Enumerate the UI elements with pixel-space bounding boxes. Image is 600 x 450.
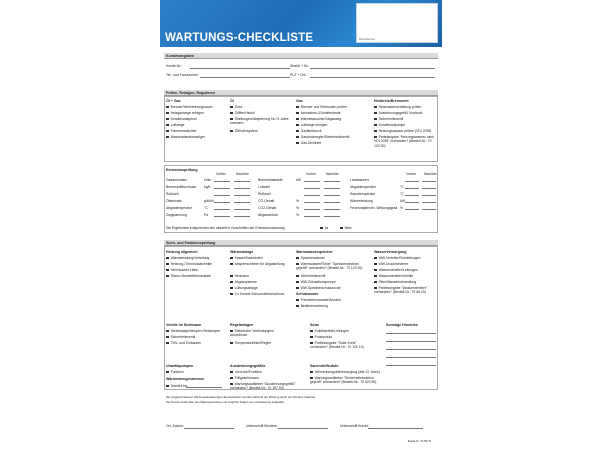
emission-unit: °C: [400, 185, 404, 189]
emission-value-field[interactable]: [214, 202, 230, 203]
customer-name-label: Kunde-Nr.:: [166, 64, 183, 68]
emission-value-field[interactable]: [324, 195, 340, 196]
emission-value-field[interactable]: [422, 188, 436, 189]
emission-value-field[interactable]: [234, 202, 250, 203]
check-item[interactable]: Bedieneinrichtung: [296, 304, 328, 308]
notes-line[interactable]: [386, 333, 436, 334]
check-col1-head: Öl + Gas: [166, 99, 181, 103]
emission-value-field[interactable]: [324, 181, 340, 182]
signature-customer-field[interactable]: [368, 428, 423, 429]
section-visual: [164, 240, 438, 246]
section-check-title: Prüfen, Reinigen, Regulieren: [166, 90, 216, 95]
emission-head-before: Vorher: [216, 172, 226, 176]
emission-head-after: Nachher: [326, 172, 339, 176]
check-item[interactable]: Gasdruckregler/Sicherheitsventil: [296, 135, 349, 139]
customer-street-field[interactable]: [310, 68, 435, 69]
emission-value-field[interactable]: [405, 181, 419, 182]
signature-technician-field[interactable]: [278, 428, 328, 429]
emission-unit: kg/h: [204, 185, 211, 189]
emission-confirm-yes[interactable]: Ja: [320, 226, 328, 230]
section-customer: [164, 53, 438, 59]
emission-value-field[interactable]: [324, 209, 340, 210]
emission-unit: %: [296, 206, 300, 210]
check-item[interactable]: Partiesangabe "Wasserverteiler" vorhanden? (Bestell-Nr.: 70 68 20): [374, 286, 428, 295]
emission-value-field[interactable]: [304, 209, 320, 210]
check-item[interactable]: Flammenwächter: [166, 129, 197, 133]
emission-value-field[interactable]: [304, 188, 320, 189]
emission-value-field[interactable]: [324, 188, 340, 189]
customer-tel-field[interactable]: [200, 77, 290, 78]
emission-value-field[interactable]: [405, 188, 419, 189]
check-item[interactable]: WW-Zirkulationspumpe: [296, 280, 336, 284]
footer-note-2: Der Kunde wurde über den Wartungsumfang und mögliche Folgen von Unterlassung aufgeklärt.: [166, 400, 285, 404]
check-item[interactable]: Raum-/Umweltthermostate: [166, 274, 211, 278]
emission-title: Emissionsprüfung: [166, 168, 198, 172]
emission-value-field[interactable]: [214, 181, 230, 182]
check-item[interactable]: Wasserverteiler/Ventile: [374, 274, 413, 278]
checklist-sheet: [160, 0, 442, 450]
check-item[interactable]: Vordruck/Funktion: [230, 370, 262, 374]
check-item[interactable]: Heizraum: [230, 274, 249, 278]
signature-customer-label: Unterschrift Kunde:: [340, 424, 370, 428]
emission-label: Luftzahl: [258, 185, 270, 189]
check-item[interactable]: Warmwasser/Fühler "Speicherwechsel geprüft" vorhanden? (Bestell-Nr.: 70 120 20): [296, 262, 363, 271]
emission-value-field[interactable]: [422, 181, 436, 182]
check-item[interactable]: Absperrschieber für Abgasleitung: [230, 262, 290, 266]
emission-head-before: Vorher: [406, 172, 416, 176]
emission-label: Rußzahl: [166, 192, 179, 196]
emission-value-field[interactable]: [324, 202, 340, 203]
stamp-label: Firmenstempel: [359, 38, 375, 41]
emission-label: Rußzahl: [258, 192, 271, 196]
check-item[interactable]: Wasserstandsanzeiger: [166, 135, 205, 139]
emission-unit: kW: [296, 178, 301, 182]
check-item[interactable]: Gasfließdruck: [296, 129, 322, 133]
emission-value-field[interactable]: [405, 195, 419, 196]
visual-notes-head: Sonstige Hinweise: [386, 323, 418, 327]
check-item[interactable]: Kessel/Kachelofen: [230, 256, 263, 260]
emission-value-field[interactable]: [304, 202, 320, 203]
check-item[interactable]: Ölfördersystem: [230, 129, 258, 133]
check-item[interactable]: TÜV- und Einbauten: [166, 341, 201, 345]
emission-unit: %: [296, 199, 300, 203]
notes-line[interactable]: [386, 341, 436, 342]
emission-label: Abgasverlust: [258, 213, 278, 217]
signature-technician-label: Unterschrift Monteur:: [246, 424, 278, 428]
emission-label: CO-Gehalt: [258, 199, 275, 203]
check-item[interactable]: Kollektorfeld/Leitungen: [310, 329, 349, 333]
emission-label: Brennerlaststufe: [258, 178, 283, 182]
emission-label: Gasdurchsatz: [166, 178, 187, 182]
visual-plant-head: Wärmeanlage: [230, 250, 254, 254]
visual-watersupply-head: Wasserversorgung: [374, 250, 407, 254]
check-item[interactable]: WW-Speicherschutzanode: [296, 286, 341, 290]
emission-label: Feuerungstechn. Wirkungsgrad: [350, 206, 398, 210]
emission-head-before: Vorher: [306, 172, 316, 176]
check-item[interactable]: Sicherheitsventil: [374, 117, 403, 121]
emission-label: Raumtemperatur: [350, 192, 376, 196]
check-col4-head: Heizkreis/Brennwert: [374, 99, 409, 103]
visual-pumps-head: Umwälzpumpen: [166, 364, 194, 368]
check-item[interactable]: Brenner/Verbrennungsraum: [166, 105, 212, 109]
emission-label: Ölderivate: [166, 199, 182, 203]
emission-label: Abgastemperatur: [166, 206, 193, 210]
emission-value-field[interactable]: [214, 195, 230, 196]
notes-line[interactable]: [386, 357, 436, 358]
check-item[interactable]: Heizwasserverteilung prüfen: [374, 105, 421, 109]
customer-name-field[interactable]: [190, 68, 290, 69]
check-item[interactable]: Ausdehnungsgefäß Vordruck: [374, 111, 422, 115]
emission-value-field[interactable]: [304, 195, 320, 196]
visual-oxygen-head: Sauerstoffzufuhr: [310, 364, 339, 368]
emission-value-field[interactable]: [304, 181, 320, 182]
visual-anode-head: Schutzanode: [296, 292, 319, 296]
notes-line[interactable]: [386, 365, 436, 366]
emission-unit: %: [400, 206, 404, 210]
check-item[interactable]: Ventilanlage/Absperr./Heizkörper: [166, 329, 220, 333]
emission-unit: kW: [400, 199, 405, 203]
check-item[interactable]: Fremdstromanode/Anoden: [296, 298, 341, 302]
visual-solar-head: Solar: [310, 323, 319, 327]
check-item[interactable]: Füllgeschlossen: [230, 376, 259, 380]
check-item[interactable]: Geeicht bis: [166, 384, 188, 388]
emission-unit: g/kWh: [204, 199, 214, 203]
emission-value-field[interactable]: [214, 188, 230, 189]
check-item[interactable]: Parteiangabe "Heizungswasser nach VDI 2035" vorhanden? (Bestell-Nr.: 70 120 90): [374, 135, 435, 148]
emission-label: CO2-Gehalt: [258, 206, 277, 210]
check-item[interactable]: Frostschutz: [310, 335, 332, 339]
check-item[interactable]: Ölleitungen/Absperrung Nr./ 5 Jahre erneuern: [230, 117, 289, 126]
check-item[interactable]: Funktion: [166, 370, 184, 374]
check-item[interactable]: Wartungsaufkleber "Ausdehnungsgefäß" vorhanden? (Bestell-Nr.: 70 197 90): [230, 382, 296, 391]
check-col2-head: Öl: [230, 99, 234, 103]
customer-tel-label: Tel.- und Faxnummer:: [166, 73, 199, 77]
check-item[interactable]: Heizgaswege reinigen: [166, 111, 204, 115]
visual-valves-head: Ventile im Sichtraum: [166, 323, 202, 327]
check-item[interactable]: Kondensatsiphon: [166, 117, 197, 121]
emission-unit: %: [296, 213, 300, 217]
emission-unit: °C: [204, 206, 208, 210]
emission-label: Brennstoffdurchsatz: [166, 185, 197, 189]
visual-controls-head: Regelanlagen: [230, 323, 254, 327]
page-title: WARTUNGS-CHECKLISTE: [165, 32, 314, 44]
emission-label: Wärmeleistung: [350, 199, 373, 203]
check-item[interactable]: Abgassysteme: [230, 280, 257, 284]
section-customer-title: Kundenangaben: [166, 53, 195, 58]
emission-value-field[interactable]: [234, 209, 250, 210]
check-item[interactable]: Gas-Dichtheit: [296, 141, 321, 145]
emission-value-field[interactable]: [234, 181, 250, 182]
emission-value-field[interactable]: [324, 216, 340, 217]
check-item[interactable]: Heizungswasser prüfen (VDI 2035): [374, 129, 431, 133]
customer-street-label: Straße + Nr.:: [290, 64, 310, 68]
check-item[interactable]: Filter/Wasserbehandlung: [374, 280, 416, 284]
check-item[interactable]: Ölfilter/Heizöl: [230, 111, 255, 115]
visual-hotwater-head: Warmwasserspeicher: [296, 250, 333, 254]
check-item[interactable]: 3 x Kessel-Schornsteinanschluss: [230, 292, 284, 296]
check-item[interactable]: Partiesangabe "Solar-Kreis" vorhanden? (Bestell-Nr.: 70 120 10): [310, 341, 364, 350]
check-item[interactable]: Verbraucher-Hahn: [166, 268, 198, 272]
notes-line[interactable]: [386, 349, 436, 350]
visual-expansion-head: Ausdehnungsgefäße: [230, 364, 266, 368]
check-item[interactable]: Ionisations-/Zündelektrode: [296, 111, 341, 115]
check-item[interactable]: Wartungsaufkleber "Sicherheitsfunktion geprüft" vorhanden? (Bestell-Nr.: 70 320 85): [310, 376, 377, 385]
check-item[interactable]: Wärmeleistung/Verteilung: [166, 256, 209, 260]
check-item[interactable]: Wasserverteiler/Leitungen: [374, 268, 418, 272]
emission-unit: °C: [400, 192, 404, 196]
order-number: Bestell-Nr.: 70 068 75: [408, 440, 431, 443]
customer-zip-label: PLZ + Ort:: [290, 73, 306, 77]
check-item[interactable]: Wärmetauscher/Abgasweg: [296, 117, 341, 121]
emission-value-field[interactable]: [422, 195, 436, 196]
check-item[interactable]: Luftwege reinigen: [296, 123, 327, 127]
section-check: [164, 90, 438, 96]
emission-head-after: Nachher: [236, 172, 249, 176]
emission-label: Zugspannung: [166, 213, 187, 217]
emission-value-field[interactable]: [405, 202, 419, 203]
check-item[interactable]: Brenner und Elektroden prüfen: [296, 105, 347, 109]
emission-value-field[interactable]: [214, 216, 230, 217]
check-item[interactable]: Luftwege: [166, 123, 184, 127]
visual-heatmeter-head: Wärmemengenmesser: [166, 377, 205, 381]
emission-confirm-text: Die Ergebnisse entsprechen den aktuellen Vorschriften der Emissionsmessung: [166, 226, 285, 230]
header-banner: [160, 0, 442, 47]
emission-label: Lambdawert: [350, 178, 369, 182]
check-item[interactable]: Düse: [230, 105, 243, 109]
emission-unit: l/min: [204, 178, 212, 182]
check-item[interactable]: Kondensatpumpe: [374, 123, 405, 127]
check-item[interactable]: Elektrische Verbindungen/ Anschlüsse: [230, 329, 274, 338]
emission-label: Abgastemperatur: [350, 185, 377, 189]
check-item[interactable]: Verbrennungsluftversorgung (alle 12 Jahre): [310, 370, 380, 374]
check-item[interactable]: Sicherheitsventil: [166, 335, 195, 339]
emission-value-field[interactable]: [214, 209, 230, 210]
heatmeter-date-field[interactable]: [186, 387, 222, 388]
check-item[interactable]: Lüftungsanlage: [230, 286, 258, 290]
check-item[interactable]: Speicherwasser: [296, 256, 325, 260]
emission-value-field[interactable]: [234, 216, 250, 217]
check-col3-head: Gas: [296, 99, 303, 103]
customer-zip-field[interactable]: [310, 77, 435, 78]
company-stamp-field[interactable]: [356, 3, 438, 43]
visual-heating-head: Heizung allgemein: [166, 250, 198, 254]
signature-date-label: Ort, Datum:: [166, 424, 184, 428]
check-item[interactable]: WW-Verteiler/Rohrleitungen: [374, 256, 421, 260]
section-visual-title: Sicht- und Funktionsprüfung: [166, 240, 216, 245]
check-item[interactable]: Sicherheitsventil: [296, 274, 325, 278]
check-item[interactable]: Temperaturfühler/Regler: [230, 341, 271, 345]
signature-date-field[interactable]: [184, 428, 234, 429]
emission-confirm-no[interactable]: Nein: [340, 226, 352, 230]
emission-value-field[interactable]: [234, 195, 250, 196]
emission-value-field[interactable]: [234, 188, 250, 189]
emission-value-field[interactable]: [304, 216, 320, 217]
emission-value-field[interactable]: [422, 202, 436, 203]
emission-head-after: Nachher: [424, 172, 437, 176]
footer-note-1: Die vorgeschriebenen Wartungsanweisungen des Herstellers wurden während der Wartung durch den Monteur beachtet.: [166, 395, 316, 399]
emission-value-field[interactable]: [422, 209, 436, 210]
check-item[interactable]: Heizung-/Thermostatventile: [166, 262, 212, 266]
check-item[interactable]: WW-Druckminderer: [374, 262, 408, 266]
emission-value-field[interactable]: [405, 209, 419, 210]
emission-unit: Pa: [204, 213, 209, 217]
